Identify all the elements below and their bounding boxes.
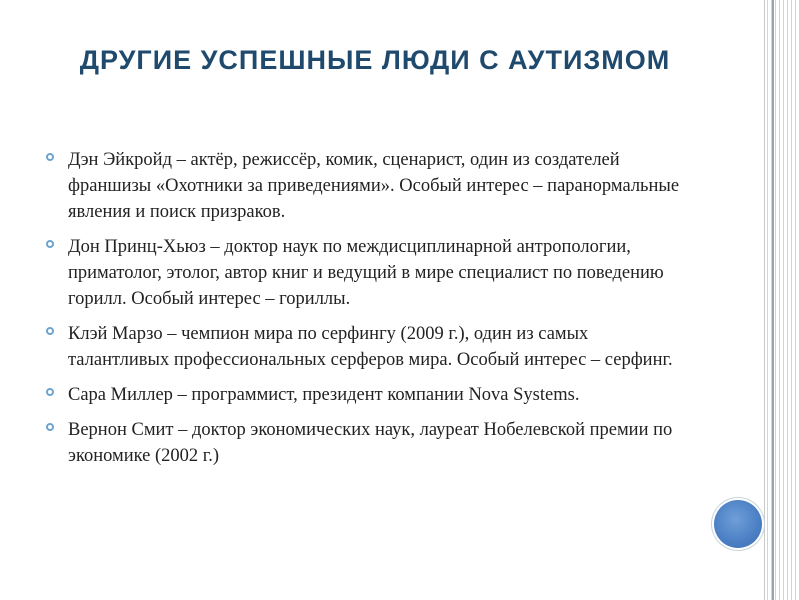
list-item: [46, 382, 686, 408]
stripe-band-accent-line: [772, 0, 774, 600]
list-item: [46, 234, 686, 312]
list-item: [46, 321, 686, 373]
bullet-icon: [46, 240, 54, 248]
list-item-text: Дон Принц-Хьюз – доктор наук по междисциплинарной антропологии, приматолог, этолог, автор книг и ведущий в мире специалист по поведению горилл. Особый интерес – гориллы.: [68, 237, 664, 309]
list-item-text: Клэй Марзо – чемпион мира по серфингу (2009 г.), один из самых талантливых профессиональных серферов мира. Особый интерес – серфинг.: [68, 324, 673, 370]
bullet-icon: [46, 153, 54, 161]
list-item: [46, 417, 686, 469]
stripe-band-edge: [764, 0, 765, 600]
list-item-text: Сара Миллер – программист, президент компании Nova Systems.: [68, 385, 580, 405]
bullet-list: [46, 147, 686, 478]
slide-title: ДРУГИЕ УСПЕШНЫЕ ЛЮДИ С АУТИЗМОМ: [79, 45, 671, 75]
list-item: [46, 147, 686, 225]
bullet-icon: [46, 423, 54, 431]
decorative-stripe-band: [764, 0, 800, 600]
list-item-text: Вернон Смит – доктор экономических наук, лауреат Нобелевской премии по экономике (2002 г.): [68, 420, 673, 466]
list-item-text: Дэн Эйкройд – актёр, режиссёр, комик, сценарист, один из создателей франшизы «Охотники за приведениями». Особый интерес – паранормальные явления и поиск призраков.: [68, 150, 680, 222]
bullet-icon: [46, 388, 54, 396]
decorative-circle-icon: [714, 500, 762, 548]
bullet-icon: [46, 327, 54, 335]
